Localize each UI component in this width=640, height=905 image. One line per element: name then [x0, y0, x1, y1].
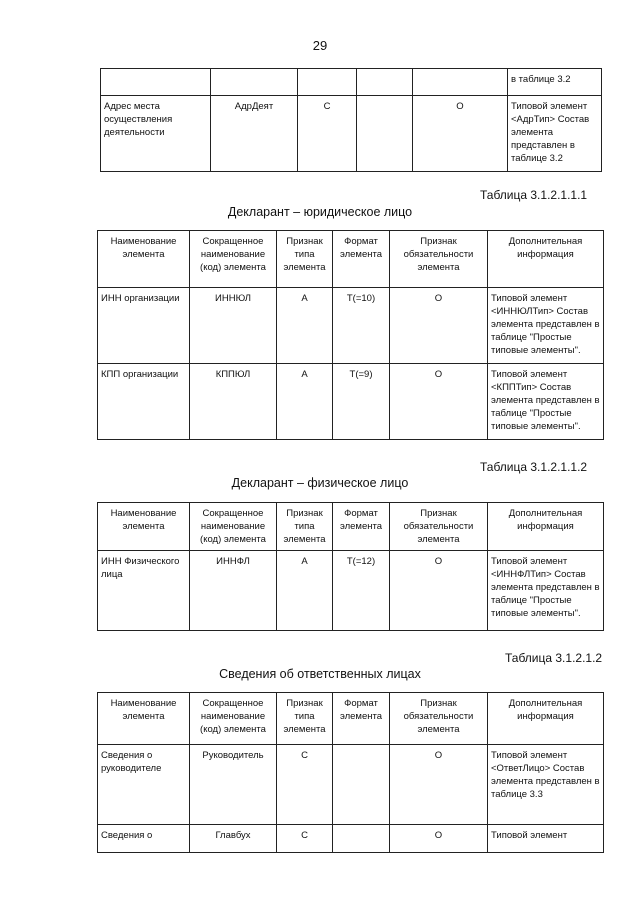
- table-cell: в таблице 3.2: [508, 69, 602, 96]
- table-cell: T(=10): [333, 288, 390, 364]
- table-cell: [333, 825, 390, 853]
- table-cell: А: [277, 288, 333, 364]
- table-cell: Типовой элемент <КППТип> Состав элемента представлен в таблице "Простые типовые элементы".: [488, 364, 604, 440]
- table-header-row: [98, 503, 604, 551]
- table-cell: О: [390, 288, 488, 364]
- table-cell: О: [390, 551, 488, 631]
- column-header: Признак обязательности элемента: [390, 503, 488, 551]
- table-cell: Типовой элемент <ОтветЛицо> Состав элемента представлен в таблице 3.3: [488, 745, 604, 825]
- table-cell: [357, 96, 413, 172]
- table-cell: КПП организации: [98, 364, 190, 440]
- top-table: [100, 68, 602, 172]
- column-header: Признак обязательности элемента: [390, 693, 488, 745]
- column-header: Сокращенное наименование (код) элемента: [190, 503, 277, 551]
- column-header: Наименование элемента: [98, 503, 190, 551]
- table-cell: [211, 69, 298, 96]
- table-title: Декларант – физическое лицо: [231, 476, 409, 490]
- column-header: Сокращенное наименование (код) элемента: [190, 693, 277, 745]
- table-cell: Типовой элемент: [488, 825, 604, 853]
- column-header: Формат элемента: [333, 231, 390, 288]
- table-cell: О: [390, 825, 488, 853]
- table-number: Таблица 3.1.2.1.1.1: [480, 188, 588, 202]
- column-header: Наименование элемента: [98, 231, 190, 288]
- table-cell: ИНН Физического лица: [98, 551, 190, 631]
- table-row: [101, 96, 602, 172]
- table-cell: Типовой элемент <ИННЮЛТип> Состав элемента представлен в таблице "Простые типовые элементы".: [488, 288, 604, 364]
- table-cell: Адрес места осуществления деятельности: [101, 96, 211, 172]
- column-header: Дополнительная информация: [488, 693, 604, 745]
- table-row: [98, 745, 604, 825]
- column-header: Признак типа элемента: [277, 231, 333, 288]
- column-header: Сокращенное наименование (код) элемента: [190, 231, 277, 288]
- table-cell: [357, 69, 413, 96]
- table-cell: КППЮЛ: [190, 364, 277, 440]
- table-row: [98, 551, 604, 631]
- table-cell: С: [277, 745, 333, 825]
- column-header: Признак типа элемента: [277, 693, 333, 745]
- table-cell: Типовой элемент <АдрТип> Состав элемента представлен в таблице 3.2: [508, 96, 602, 172]
- table-cell: О: [413, 96, 508, 172]
- table-cell: С: [277, 825, 333, 853]
- page-number: 29: [312, 38, 328, 53]
- column-header: Дополнительная информация: [488, 503, 604, 551]
- table-cell: Типовой элемент <ИННФЛТип> Состав элемента представлен в таблице "Простые типовые элементы".: [488, 551, 604, 631]
- table-cell: [333, 745, 390, 825]
- table-cell: T(=12): [333, 551, 390, 631]
- column-header: Формат элемента: [333, 693, 390, 745]
- table-number: Таблица 3.1.2.1.2: [505, 651, 603, 665]
- table-cell: ИННЮЛ: [190, 288, 277, 364]
- table-cell: Сведения о руководителе: [98, 745, 190, 825]
- table-cell: ИНН организации: [98, 288, 190, 364]
- table-cell: С: [298, 96, 357, 172]
- table-cell: А: [277, 364, 333, 440]
- table-row: [101, 69, 602, 96]
- table-cell: А: [277, 551, 333, 631]
- table-cell: [413, 69, 508, 96]
- table-responsible-persons: [97, 692, 604, 853]
- table-cell: [101, 69, 211, 96]
- column-header: Признак обязательности элемента: [390, 231, 488, 288]
- table-cell: Сведения о: [98, 825, 190, 853]
- table-header-row: [98, 231, 604, 288]
- table-row: [98, 825, 604, 853]
- table-cell: ИННФЛ: [190, 551, 277, 631]
- table-declarant-legal: [97, 230, 604, 440]
- table-header-row: [98, 693, 604, 745]
- table-cell: АдрДеят: [211, 96, 298, 172]
- table-cell: Руководитель: [190, 745, 277, 825]
- column-header: Формат элемента: [333, 503, 390, 551]
- table-cell: Главбух: [190, 825, 277, 853]
- column-header: Признак типа элемента: [277, 503, 333, 551]
- table-cell: [298, 69, 357, 96]
- table-row: [98, 288, 604, 364]
- table-row: [98, 364, 604, 440]
- column-header: Дополнительная информация: [488, 231, 604, 288]
- table-number: Таблица 3.1.2.1.1.2: [480, 460, 588, 474]
- column-header: Наименование элемента: [98, 693, 190, 745]
- table-title: Сведения об ответственных лицах: [219, 667, 421, 681]
- table-cell: T(=9): [333, 364, 390, 440]
- table-title: Декларант – юридическое лицо: [227, 205, 413, 219]
- table-cell: О: [390, 745, 488, 825]
- table-cell: О: [390, 364, 488, 440]
- table-declarant-individual: [97, 502, 604, 631]
